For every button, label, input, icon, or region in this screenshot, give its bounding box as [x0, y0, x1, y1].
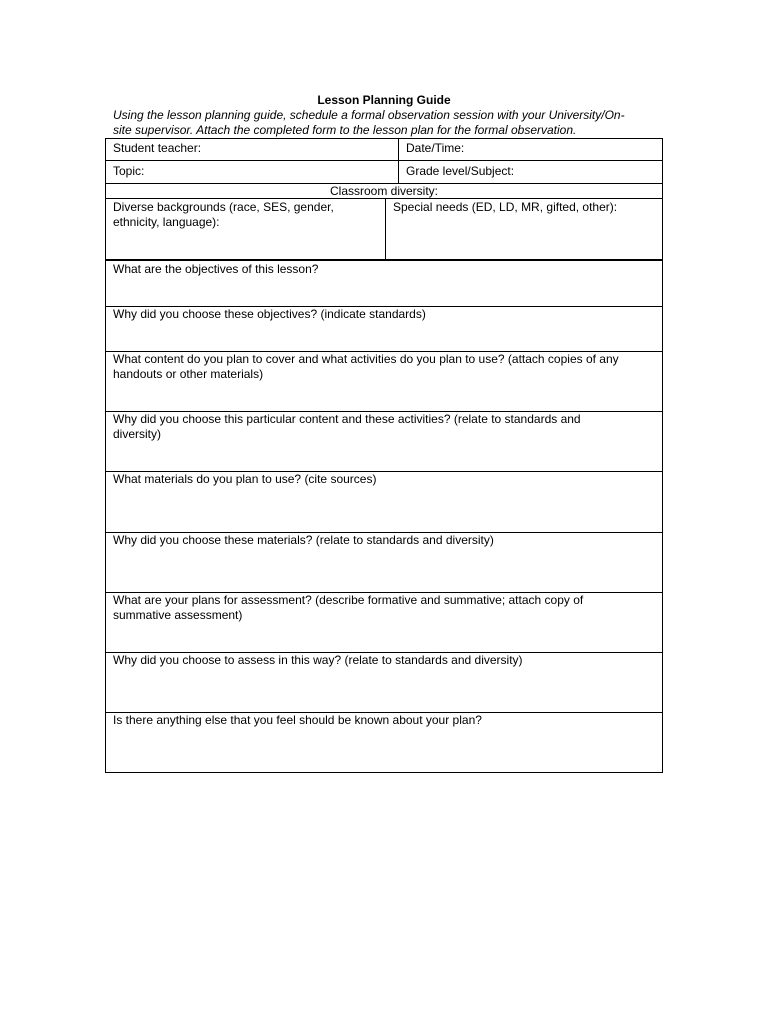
diverse-backgrounds-line-2: ethnicity, language): — [113, 215, 220, 229]
special-needs-label: Special needs (ED, LD, MR, gifted, other): — [393, 200, 618, 214]
question-text-cont: diversity) — [113, 427, 162, 441]
question-box-assessment[interactable] — [105, 592, 663, 653]
topic-field[interactable] — [106, 164, 398, 179]
question-text: What materials do you plan to use? (cite sources) — [113, 472, 377, 486]
question-text: Why did you choose to assess in this way? (relate to standards and diversity) — [113, 653, 523, 667]
intro-line-2: site supervisor. Attach the completed form to the lesson plan for the formal observation. — [113, 123, 577, 137]
page-title: Lesson Planning Guide — [317, 93, 451, 107]
question-box-assessment-why[interactable] — [105, 652, 663, 713]
question-text: Why did you choose these objectives? (indicate standards) — [113, 307, 426, 321]
question-box-content[interactable] — [105, 351, 663, 412]
grade-level-field[interactable] — [399, 164, 661, 179]
date-time-label: Date/Time: — [406, 141, 465, 155]
diverse-backgrounds-field[interactable] — [106, 200, 385, 230]
question-text-cont: handouts or other materials) — [113, 367, 264, 381]
student-teacher-label: Student teacher: — [113, 141, 202, 155]
question-text: What are the objectives of this lesson? — [113, 262, 319, 276]
question-text: What content do you plan to cover and what activities do you plan to use? (attach copies of any — [113, 352, 619, 366]
question-text: What are your plans for assessment? (describe formative and summative; attach copy of — [113, 593, 584, 607]
question-text-cont: summative assessment) — [113, 608, 243, 622]
intro-line-1: Using the lesson planning guide, schedule a formal observation session with your University/On- — [113, 108, 625, 122]
student-teacher-field[interactable] — [106, 141, 398, 156]
question-box-content-why[interactable] — [105, 411, 663, 472]
date-time-field[interactable] — [399, 141, 661, 156]
diverse-backgrounds-line-1: Diverse backgrounds (race, SES, gender, — [113, 200, 334, 214]
question-box-anything-else[interactable] — [105, 712, 663, 773]
diversity-heading — [106, 184, 662, 199]
question-text: Why did you choose this particular content and these activities? (relate to standards and — [113, 412, 581, 426]
intro-text — [113, 108, 658, 138]
question-text: Why did you choose these materials? (relate to standards and diversity) — [113, 533, 494, 547]
diversity-heading-text: Classroom diversity: — [329, 184, 439, 198]
question-box-materials[interactable] — [105, 471, 663, 533]
question-box-objectives[interactable] — [105, 260, 663, 307]
question-text: Is there anything else that you feel should be known about your plan? — [113, 713, 482, 727]
topic-label: Topic: — [113, 164, 145, 178]
question-box-objectives-why[interactable] — [105, 306, 663, 352]
grade-level-label: Grade level/Subject: — [406, 164, 515, 178]
special-needs-field[interactable] — [386, 200, 662, 215]
question-box-materials-why[interactable] — [105, 532, 663, 593]
